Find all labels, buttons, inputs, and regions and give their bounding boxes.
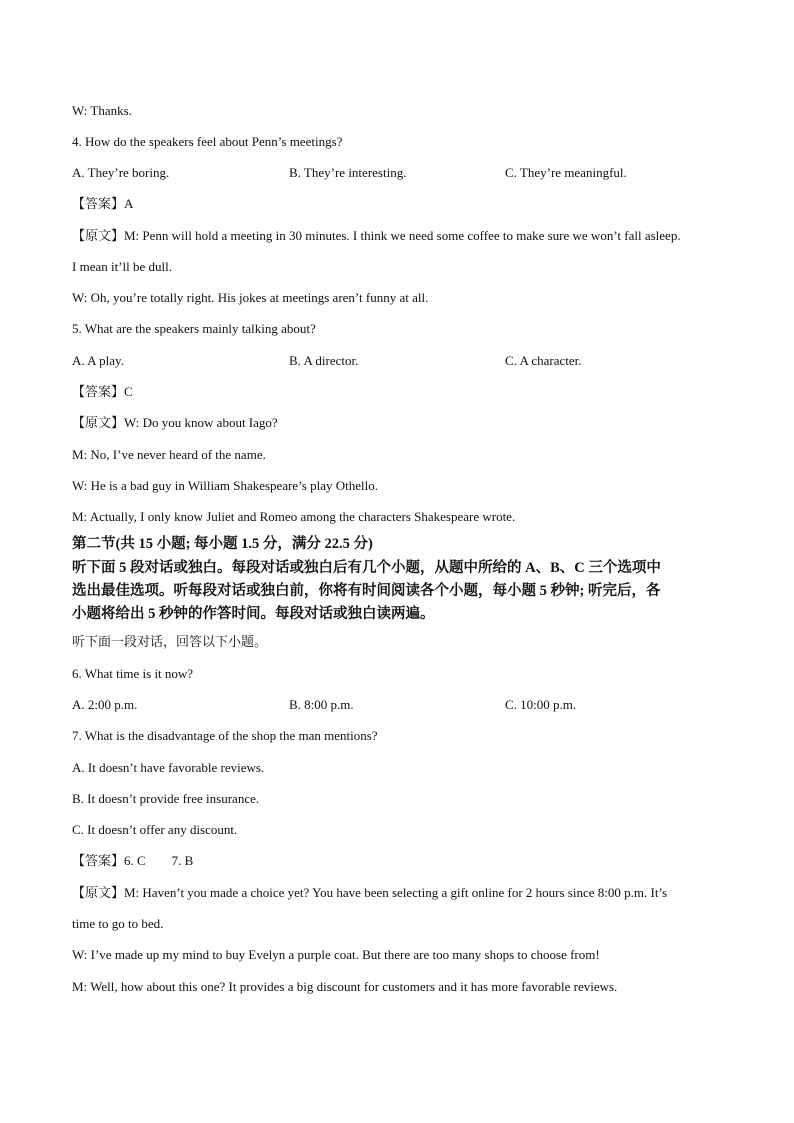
transcript-5-line-4: M: Actually, I only know Juliet and Romeo among the characters Shakespeare wrote. [72, 509, 516, 524]
transcript-6-7-line-1: 【原文】M: Haven’t you made a choice yet? You have been selecting a gift online for 2 hours since 8:00 p.m. It’s [72, 885, 668, 900]
transcript-5-line-2: M: No, I’ve never heard of the name. [72, 447, 266, 462]
question-6-option-a: A. 2:00 p.m. [72, 697, 138, 712]
question-6: 6. What time is it now? [72, 666, 194, 681]
transcript-4-line-1: 【原文】M: Penn will hold a meeting in 30 minutes. I think we need some coffee to make sure we won’t fall asleep. [72, 228, 681, 243]
question-5-option-b: B. A director. [289, 353, 359, 368]
answer-6: 【答案】6. C [72, 853, 146, 868]
answer-7: 7. B [171, 853, 194, 868]
question-4-option-b: B. They’re interesting. [289, 165, 407, 180]
question-4-option-c: C. They’re meaningful. [505, 165, 627, 180]
question-4-option-a: A. They’re boring. [72, 165, 170, 180]
question-7: 7. What is the disadvantage of the shop the man mentions? [72, 728, 378, 743]
dialogue-line: W: Thanks. [72, 103, 132, 118]
question-7-option-a: A. It doesn’t have favorable reviews. [72, 760, 265, 775]
transcript-5-line-3: W: He is a bad guy in William Shakespeare’s play Othello. [72, 478, 378, 493]
answer-5: 【答案】C [72, 384, 133, 399]
transcript-4-line-2: I mean it’ll be dull. [72, 259, 173, 274]
section-2-title: 第二节(共 15 小题; 每小题 1.5 分，满分 22.5 分) [72, 536, 373, 552]
answer-4: 【答案】A [72, 196, 134, 211]
question-5: 5. What are the speakers mainly talking about? [72, 321, 316, 336]
transcript-6-7-line-2: time to go to bed. [72, 916, 164, 931]
transcript-4-line-3: W: Oh, you’re totally right. His jokes at meetings aren’t funny at all. [72, 290, 429, 305]
section-2-instructions-line-1: 听下面 5 段对话或独白。每段对话或独白后有几个小题，从题中所给的 A、B、C 三个选项中 [72, 560, 661, 576]
question-7-option-c: C. It doesn’t offer any discount. [72, 822, 238, 837]
transcript-6-7-line-3: W: I’ve made up my mind to buy Evelyn a purple coat. But there are too many shops to choose from! [72, 947, 600, 962]
section-2-instructions-line-2: 选出最佳选项。听每段对话或独白前，你将有时间阅读各个小题，每小题 5 秒钟; 听完后，各 [72, 583, 661, 599]
transcript-6-7-line-4: M: Well, how about this one? It provides a big discount for customers and it has more favorable reviews. [72, 979, 618, 994]
listening-prompt: 听下面一段对话，回答以下小题。 [72, 635, 268, 650]
transcript-5-line-1: 【原文】W: Do you know about Iago? [72, 415, 278, 430]
question-4: 4. How do the speakers feel about Penn’s meetings? [72, 134, 343, 149]
question-5-option-a: A. A play. [72, 353, 124, 368]
question-6-option-b: B. 8:00 p.m. [289, 697, 354, 712]
question-5-option-c: C. A character. [505, 353, 582, 368]
answer-6-7 [72, 853, 193, 869]
question-7-option-b: B. It doesn’t provide free insurance. [72, 791, 260, 806]
section-2-instructions-line-3: 小题将给出 5 秒钟的作答时间。每段对话或独白读两遍。 [72, 606, 435, 622]
question-6-option-c: C. 10:00 p.m. [505, 697, 577, 712]
